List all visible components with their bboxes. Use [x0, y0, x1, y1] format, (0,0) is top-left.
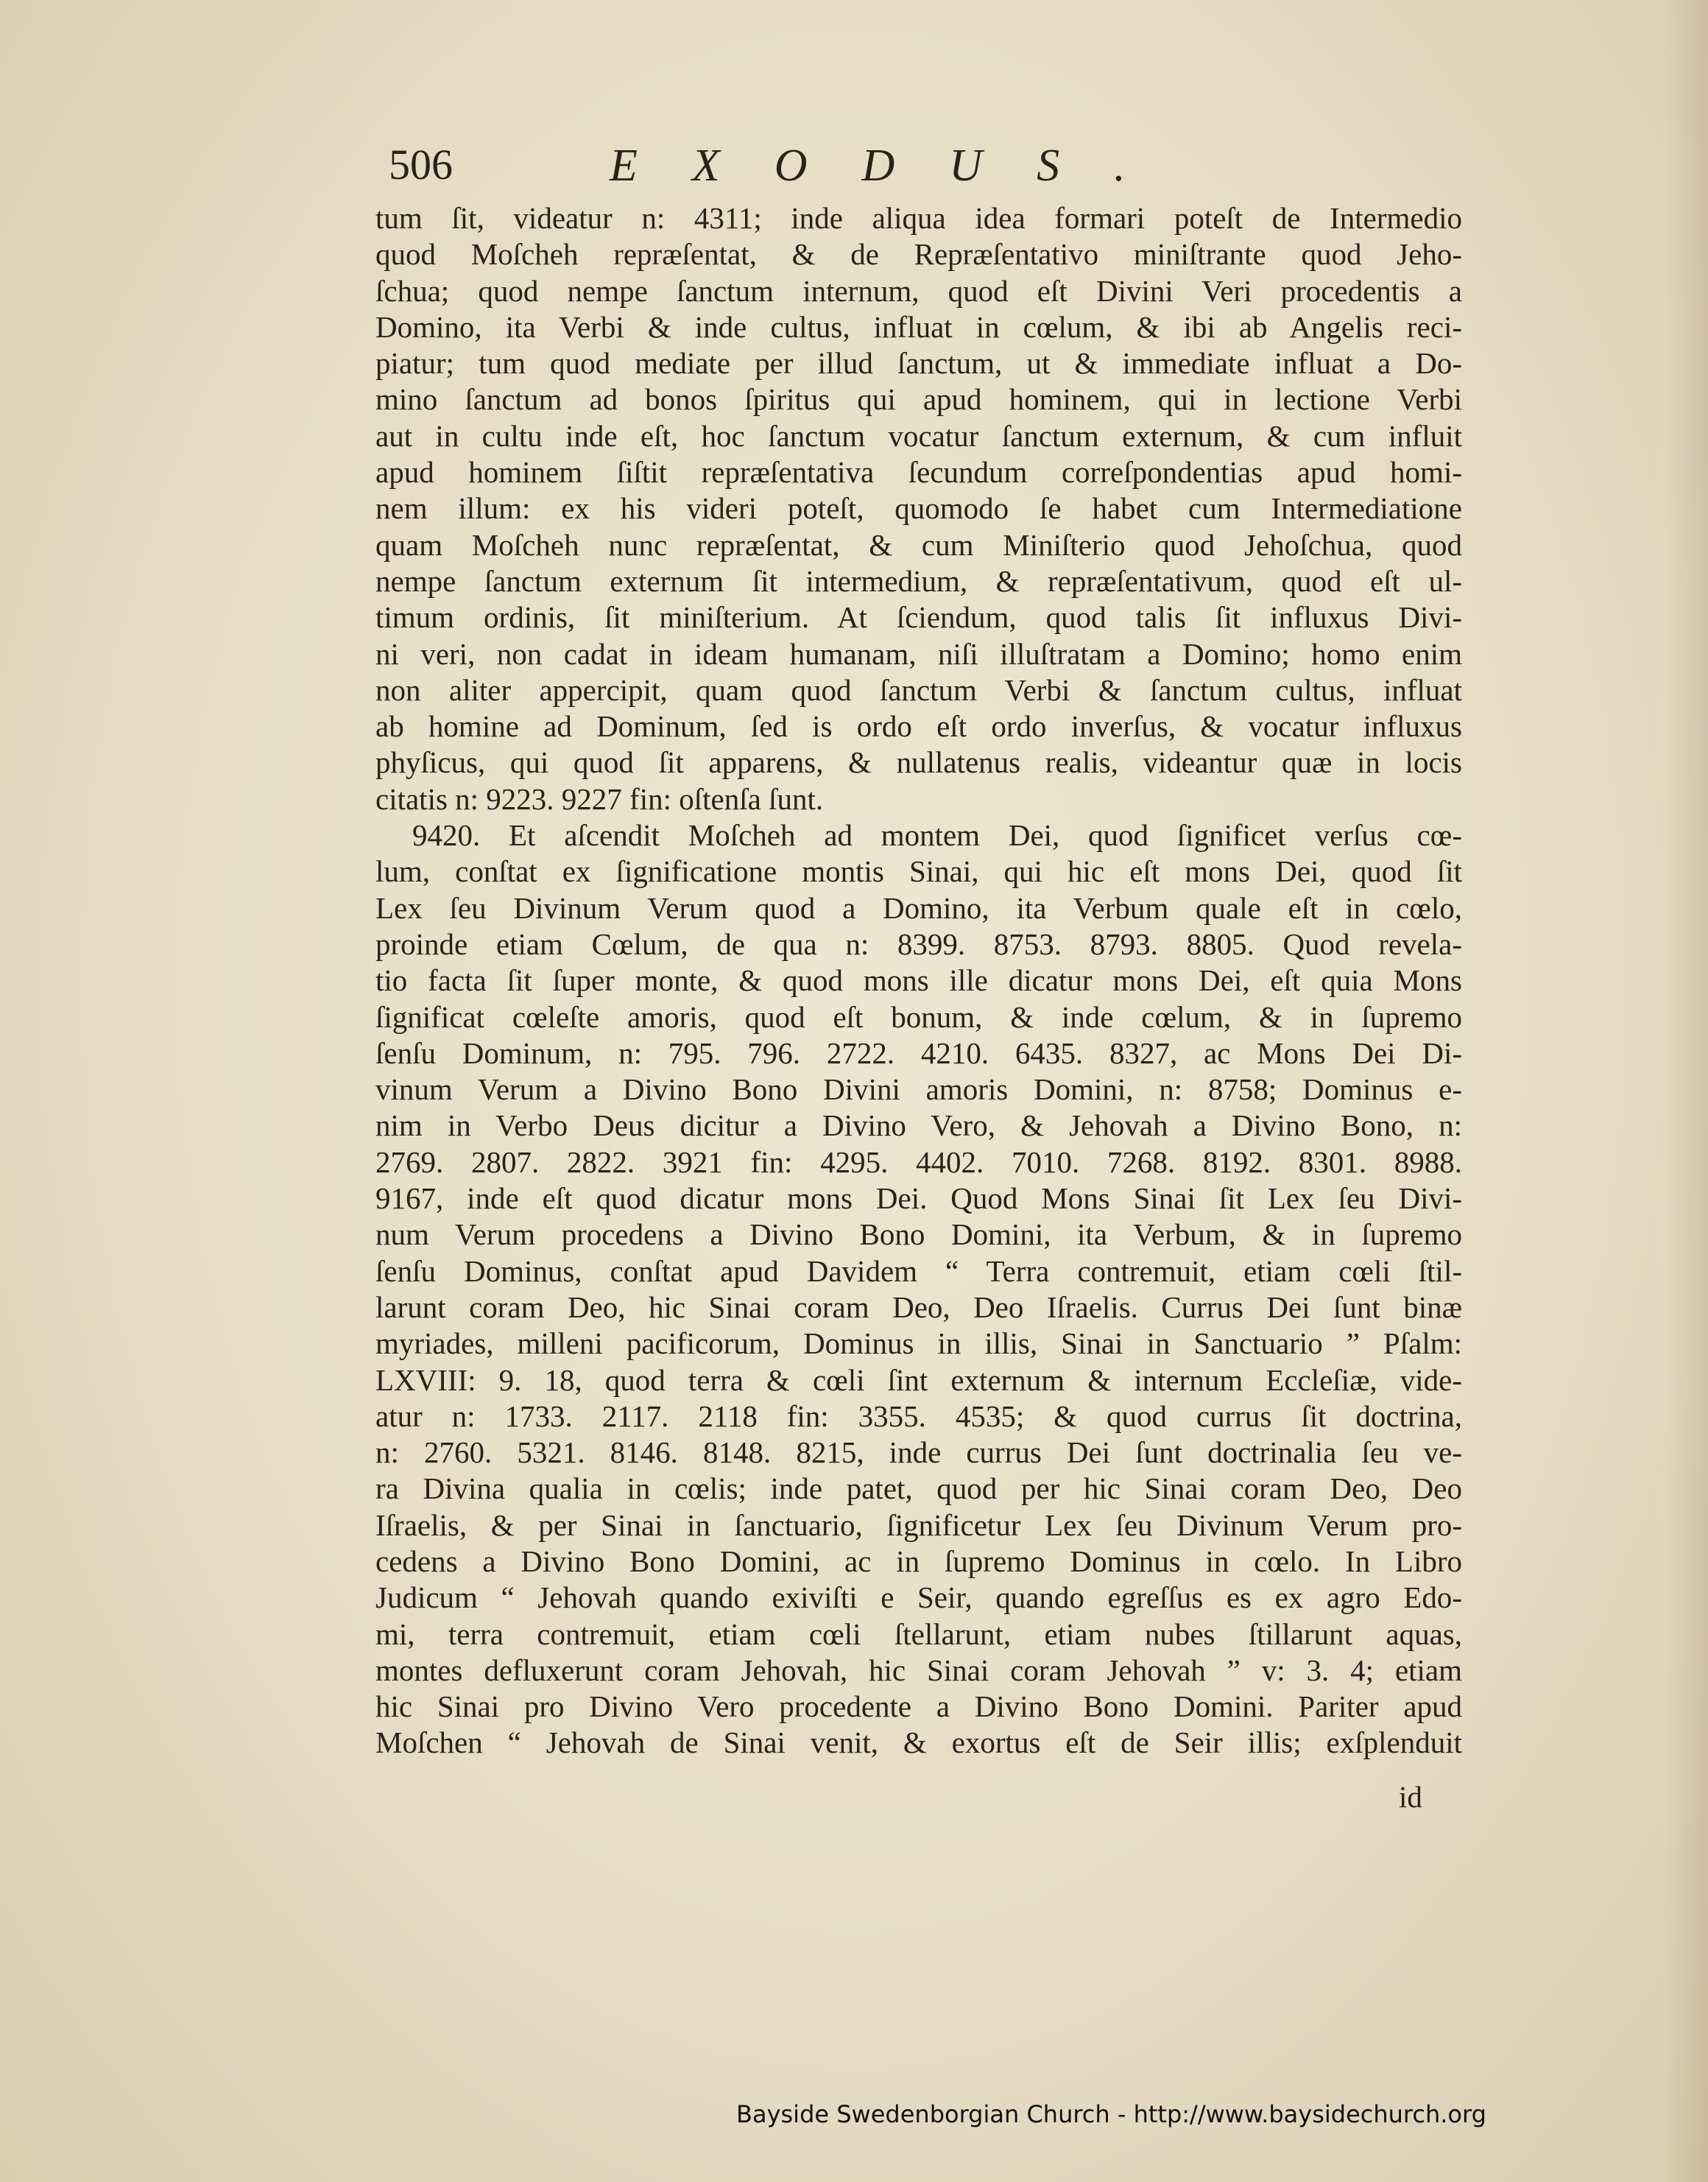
text-line: citatis n: 9223. 9227 fin: oſtenſa ſunt. [375, 781, 824, 816]
text-line: apud hominem ſiſtit repræſentativa ſecundum correſpondentias apud homi- [375, 455, 1462, 490]
text-line: ſignificat cœleſte amoris, quod eſt bonum, & inde cœlum, & in ſupremo [375, 999, 1462, 1034]
text-line: hic Sinai pro Divino Vero procedente a Divino Bono Domini. Pariter apud [375, 1689, 1462, 1724]
body-text [375, 200, 1462, 1762]
text-line: ni veri, non cadat in ideam humanam, niſi illuſtratam a Domino; homo enim [375, 636, 1462, 671]
text-line: larunt coram Deo, hic Sinai coram Deo, Deo Iſraelis. Currus Dei ſunt binæ [375, 1289, 1462, 1324]
text-line: Moſchen “ Jehovah de Sinai venit, & exortus eſt de Seir illis; exſplenduit [375, 1725, 1462, 1760]
text-line: LXVIII: 9. 18, quod terra & cœli ſint externum & internum Eccleſiæ, vide- [375, 1362, 1462, 1397]
page-edge-shadow [1664, 0, 1708, 2182]
text-line: non aliter appercipit, quam quod ſanctum Verbi & ſanctum cultus, influat [375, 672, 1462, 707]
footer-source-link[interactable]: Bayside Swedenborgian Church - http://www.baysidechurch.org [736, 2100, 1486, 2128]
text-line: ſchua; quod nempe ſanctum internum, quod eſt Divini Veri procedentis a [375, 273, 1462, 308]
text-line: tio facta ſit ſuper monte, & quod mons ille dicatur mons Dei, eſt quia Mons [375, 963, 1462, 998]
text-line: quod Moſcheh repræſentat, & de Repræſentativo miniſtrante quod Jeho- [375, 237, 1462, 272]
text-line: mino ſanctum ad bonos ſpiritus qui apud hominem, qui in lectione Verbi [375, 382, 1462, 417]
text-line: num Verum procedens a Divino Bono Domini, ita Verbum, & in ſupremo [375, 1217, 1462, 1252]
text-line: proinde etiam Cœlum, de qua n: 8399. 8753. 8793. 8805. Quod revela- [375, 926, 1462, 961]
text-line: 2769. 2807. 2822. 3921 fin: 4295. 4402. 7010. 7268. 8192. 8301. 8988. [375, 1144, 1462, 1179]
text-line: montes defluxerunt coram Jehovah, hic Sinai coram Jehovah ” v: 3. 4; etiam [375, 1653, 1462, 1687]
catchword: id [1399, 1780, 1422, 1814]
text-line: quam Moſcheh nunc repræſentat, & cum Miniſterio quod Jehoſchua, quod [375, 527, 1462, 562]
text-line: ab homine ad Dominum, ſed is ordo eſt ordo inverſus, & vocatur influxus [375, 709, 1462, 744]
text-line: phyſicus, qui quod ſit apparens, & nullatenus realis, videantur quæ in locis [375, 745, 1462, 780]
text-line: nempe ſanctum externum ſit intermedium, & repræſentativum, quod eſt ul- [375, 563, 1462, 598]
text-line: nem illum: ex his videri poteſt, quomodo ſe habet cum Intermediatione [375, 491, 1462, 526]
text-line: Domino, ita Verbi & inde cultus, influat in cœlum, & ibi ab Angelis reci- [375, 309, 1462, 344]
text-line: ra Divina qualia in cœlis; inde patet, quod per hic Sinai coram Deo, Deo [375, 1471, 1462, 1506]
paragraph-start-9420: 9420. Et aſcendit Moſcheh ad montem Dei, quod ſignificet verſus cœ- [412, 818, 1462, 853]
text-line: myriades, milleni pacificorum, Dominus in illis, Sinai in Sanctuario ” Pſalm: [375, 1326, 1462, 1361]
text-line: lum, conſtat ex ſignificatione montis Sinai, qui hic eſt mons Dei, quod ſit [375, 854, 1462, 889]
page-number: 506 [389, 141, 453, 189]
text-line: nim in Verbo Deus dicitur a Divino Vero, & Jehovah a Divino Bono, n: [375, 1108, 1462, 1143]
text-line: ſenſu Dominum, n: 795. 796. 2722. 4210. 6435. 8327, ac Mons Dei Di- [375, 1035, 1462, 1070]
text-line: n: 2760. 5321. 8146. 8148. 8215, inde currus Dei ſunt doctrinalia ſeu ve- [375, 1435, 1462, 1470]
text-line: Lex ſeu Divinum Verum quod a Domino, ita Verbum quale eſt in cœlo, [375, 890, 1462, 925]
text-line: piatur; tum quod mediate per illud ſanctum, ut & immediate influat a Do- [375, 346, 1462, 381]
text-line: ſenſu Dominus, conſtat apud Davidem “ Terra contremuit, etiam cœli ſtil- [375, 1253, 1462, 1288]
text-line: mi, terra contremuit, etiam cœli ſtellarunt, etiam nubes ſtillarunt aquas, [375, 1616, 1462, 1651]
running-title: EXODUS. [610, 141, 1180, 191]
text-line: cedens a Divino Bono Domini, ac in ſupremo Dominus in cœlo. In Libro [375, 1544, 1462, 1578]
text-line: vinum Verum a Divino Bono Divini amoris Domini, n: 8758; Dominus e- [375, 1072, 1462, 1107]
text-line: tum ſit, videatur n: 4311; inde aliqua idea formari poteſt de Intermedio [375, 201, 1462, 235]
text-line: atur n: 1733. 2117. 2118 fin: 3355. 4535; & quod currus ſit doctrina, [375, 1398, 1462, 1433]
text-line: aut in cultu inde eſt, hoc ſanctum vocatur ſanctum externum, & cum influit [375, 418, 1462, 453]
text-line: 9167, inde eſt quod dicatur mons Dei. Quod Mons Sinai ſit Lex ſeu Divi- [375, 1181, 1462, 1216]
page-header [389, 140, 1464, 199]
text-line: Judicum “ Jehovah quando exiviſti e Seir, quando egreſſus es ex agro Edo- [375, 1580, 1462, 1615]
text-line: timum ordinis, ſit miniſterium. At ſciendum, quod talis ſit influxus Divi- [375, 600, 1462, 635]
text-line: Iſraelis, & per Sinai in ſanctuario, ſignificetur Lex ſeu Divinum Verum pro- [375, 1507, 1462, 1542]
